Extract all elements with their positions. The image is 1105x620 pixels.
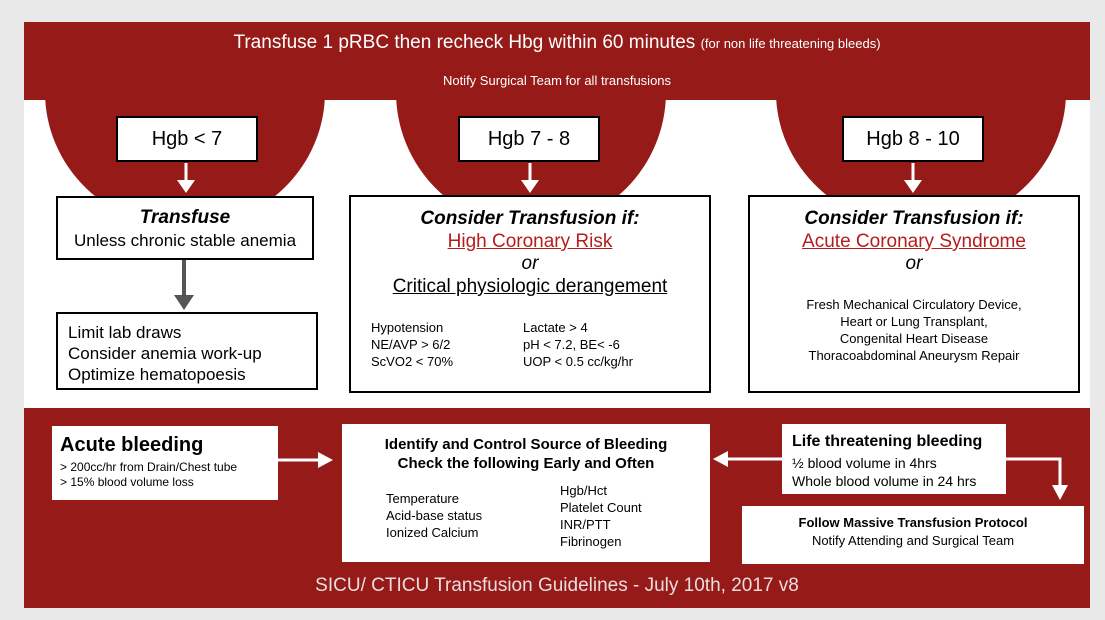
check-item: Acid-base status — [386, 508, 483, 523]
anemia-line-3: Optimize hematopoesis — [68, 365, 246, 384]
guideline-panel — [24, 22, 1090, 608]
vital-item: UOP < 0.5 cc/kg/hr — [523, 354, 633, 369]
massive-title: Follow Massive Transfusion Protocol — [798, 515, 1028, 530]
acute-bleeding-box — [52, 426, 278, 500]
acute-line: > 200cc/hr from Drain/Chest tube — [60, 460, 238, 474]
high-coronary-risk: High Coronary Risk — [447, 231, 613, 252]
check-list-right — [560, 482, 642, 550]
threshold-label: Hgb 7 - 8 — [487, 128, 571, 150]
condition-list — [750, 296, 1078, 364]
transfuse-box — [56, 196, 314, 260]
footer-text: SICU/ CTICU Transfusion Guidelines - July 10th, 2017 v8 — [315, 575, 799, 596]
check-item: Fibrinogen — [560, 534, 622, 549]
identify-line-2: Check the following Early and Often — [397, 455, 655, 472]
massive-subtitle: Notify Attending and Surgical Team — [811, 533, 1015, 548]
critical-derangement: Critical physiologic derangement — [392, 276, 668, 297]
consider-title: Consider Transfusion if: — [804, 208, 1024, 229]
identify-line-1: Identify and Control Source of Bleeding — [384, 436, 668, 453]
arrow-down-3 — [904, 163, 922, 193]
check-item: Platelet Count — [560, 500, 642, 515]
arrow-down-anemia — [174, 259, 194, 310]
transfuse-subtitle: Unless chronic stable anemia — [73, 231, 297, 250]
arrow-down-2 — [521, 163, 539, 193]
check-item: INR/PTT — [560, 517, 611, 532]
check-item: Hgb/Hct — [560, 483, 607, 498]
title-main: Transfuse 1 pRBC then recheck Hbg within 60 minutes — [233, 32, 696, 53]
title-note: (for non life threatening bleeds) — [700, 36, 881, 51]
arrow-right-acute — [277, 452, 333, 468]
vital-item: Hypotension — [371, 320, 444, 335]
condition-item: Fresh Mechanical Circulatory Device, — [806, 297, 1022, 312]
identify-control-box — [342, 424, 710, 562]
consider-transfusion-box-acute-coronary — [748, 195, 1080, 393]
notify-text: Notify Surgical Team for all transfusions — [442, 73, 672, 88]
threshold-label: Hgb < 7 — [151, 128, 223, 150]
anemia-line-1: Limit lab draws — [68, 323, 182, 342]
check-list-left — [386, 490, 482, 541]
vitals-list-right — [523, 319, 633, 370]
vital-item: pH < 7.2, BE< -6 — [523, 337, 620, 352]
life-threatening-box — [782, 424, 1006, 494]
anemia-box — [56, 312, 318, 390]
vital-item: ScVO2 < 70% — [371, 354, 454, 369]
consider-title: Consider Transfusion if: — [420, 208, 640, 229]
check-item: Ionized Calcium — [386, 525, 479, 540]
condition-item: Heart or Lung Transplant, — [840, 314, 988, 329]
arrow-down-1 — [177, 163, 195, 193]
massive-transfusion-box — [742, 506, 1084, 564]
or-text: or — [905, 253, 923, 274]
acute-bleeding-title: Acute bleeding — [60, 434, 204, 456]
or-text: or — [521, 253, 539, 274]
acute-coronary-syndrome: Acute Coronary Syndrome — [802, 231, 1026, 252]
condition-item: Thoracoabdominal Aneurysm Repair — [808, 348, 1020, 363]
vital-item: NE/AVP > 6/2 — [371, 337, 451, 352]
consider-transfusion-box-coronary-risk — [349, 195, 711, 393]
acute-line: > 15% blood volume loss — [60, 475, 194, 489]
life-threatening-title: Life threatening bleeding — [792, 433, 983, 450]
arrow-left-life — [713, 451, 784, 467]
anemia-line-2: Consider anemia work-up — [68, 344, 262, 363]
arrow-down-massive — [1006, 459, 1068, 500]
condition-item: Congenital Heart Disease — [839, 331, 989, 346]
vitals-list-left — [371, 319, 453, 370]
check-item: Temperature — [386, 491, 459, 506]
vital-item: Lactate > 4 — [523, 320, 588, 335]
life-line: Whole blood volume in 24 hrs — [792, 473, 977, 489]
life-line: ½ blood volume in 4hrs — [792, 455, 937, 471]
transfuse-title: Transfuse — [139, 207, 231, 228]
threshold-label: Hgb 8 - 10 — [866, 128, 960, 150]
